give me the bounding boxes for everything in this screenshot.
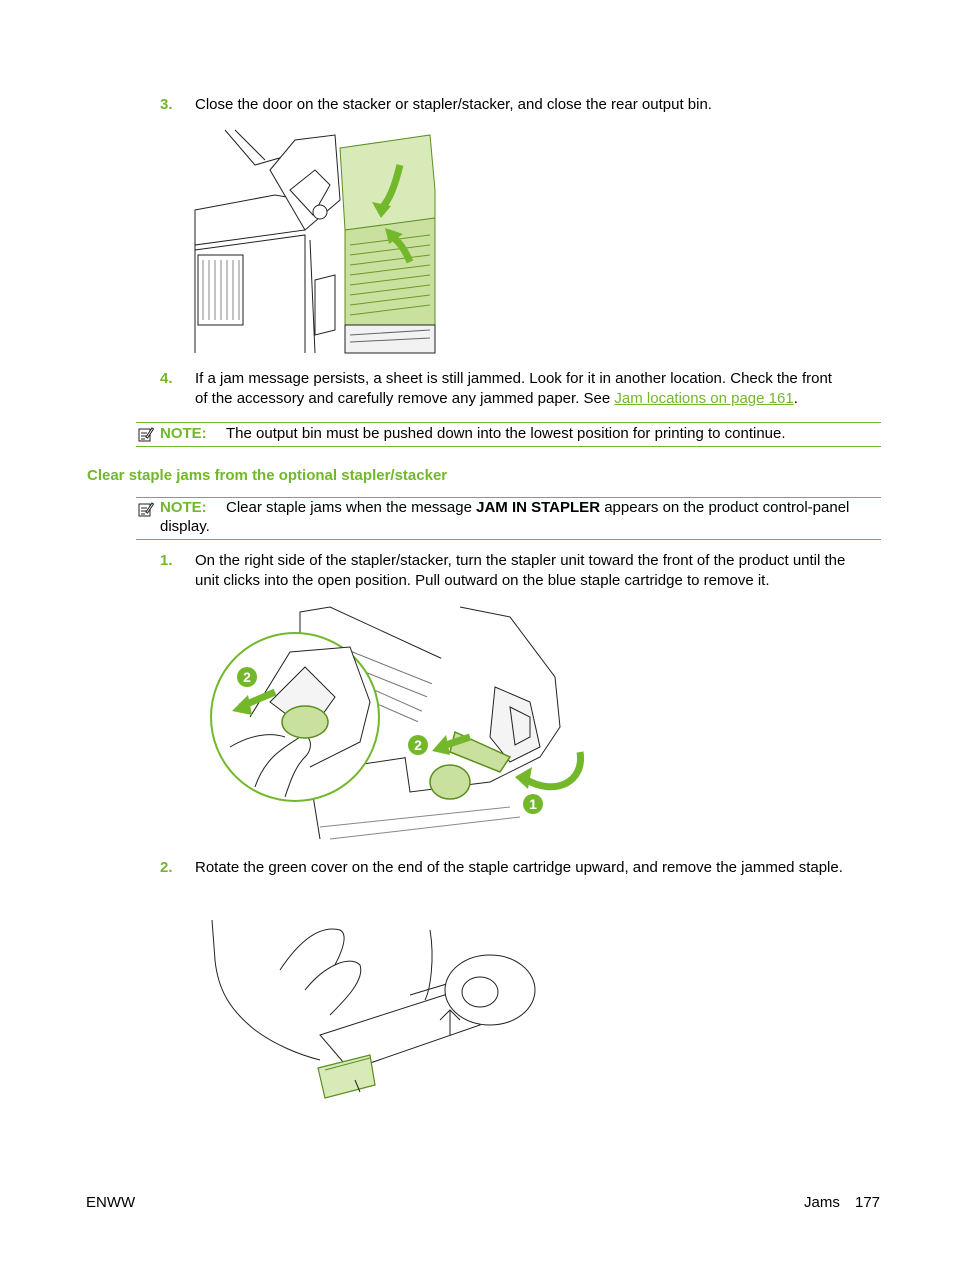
step-4-text: of the accessory and carefully remove any jammed paper. See	[195, 390, 615, 407]
step-4	[160, 369, 173, 389]
note-label: NOTE:	[160, 425, 207, 442]
note-bottom-rule	[136, 539, 881, 540]
note-2-line-2: display.	[160, 518, 210, 535]
note-icon	[138, 501, 154, 517]
step-3-text: Close the door on the stacker or stapler/stacker, and close the rear output bin.	[195, 96, 712, 113]
callout-1: 1	[529, 796, 537, 812]
message-name: JAM IN STAPLER	[476, 499, 601, 516]
step-number: 1.	[160, 552, 173, 569]
callout-2: 2	[414, 737, 422, 753]
note-icon	[138, 426, 154, 442]
stapler-unit-illustration	[210, 607, 590, 839]
note-2-text: Clear staple jams when the message	[226, 499, 477, 516]
step-2-text: Rotate the green cover on the end of the staple cartridge upward, and remove the jammed staple.	[195, 859, 843, 876]
step-4-period: .	[793, 390, 798, 407]
step-number: 3.	[160, 96, 173, 113]
step-4-line-1: If a jam message persists, a sheet is still jammed. Look for it in another location. Check the front	[195, 370, 832, 387]
step-number: 2.	[160, 859, 173, 876]
footer-section: Jams	[804, 1194, 840, 1211]
step-1-line-2: unit clicks into the open position. Pull outward on the blue staple cartridge to remove it.	[195, 572, 770, 589]
note-2-text: appears on the product control-panel	[600, 499, 850, 516]
step-3	[160, 95, 173, 115]
note-label: NOTE:	[160, 499, 207, 516]
step-1	[160, 551, 173, 571]
stacker-door-illustration	[195, 130, 440, 353]
note-2-line-1	[226, 498, 849, 518]
footer-left: ENWW	[86, 1194, 136, 1211]
staple-cartridge-illustration	[210, 920, 540, 1105]
note-top-rule	[136, 422, 881, 423]
callout-2: 2	[243, 669, 251, 685]
step-2	[160, 858, 173, 878]
note-1	[160, 424, 207, 444]
note-bottom-rule	[136, 446, 881, 447]
step-1-line-1: On the right side of the stapler/stacker, turn the stapler unit toward the front of the product until the	[195, 552, 846, 569]
section-heading: Clear staple jams from the optional stapler/stacker	[87, 467, 448, 484]
note-1-text: The output bin must be pushed down into the lowest position for printing to continue.	[226, 425, 786, 442]
note-2	[160, 498, 207, 518]
step-4-line-2	[195, 389, 798, 409]
footer-page-number: 177	[855, 1194, 881, 1211]
step-number: 4.	[160, 370, 173, 387]
jam-locations-link[interactable]: Jam locations on page 161	[614, 390, 794, 407]
